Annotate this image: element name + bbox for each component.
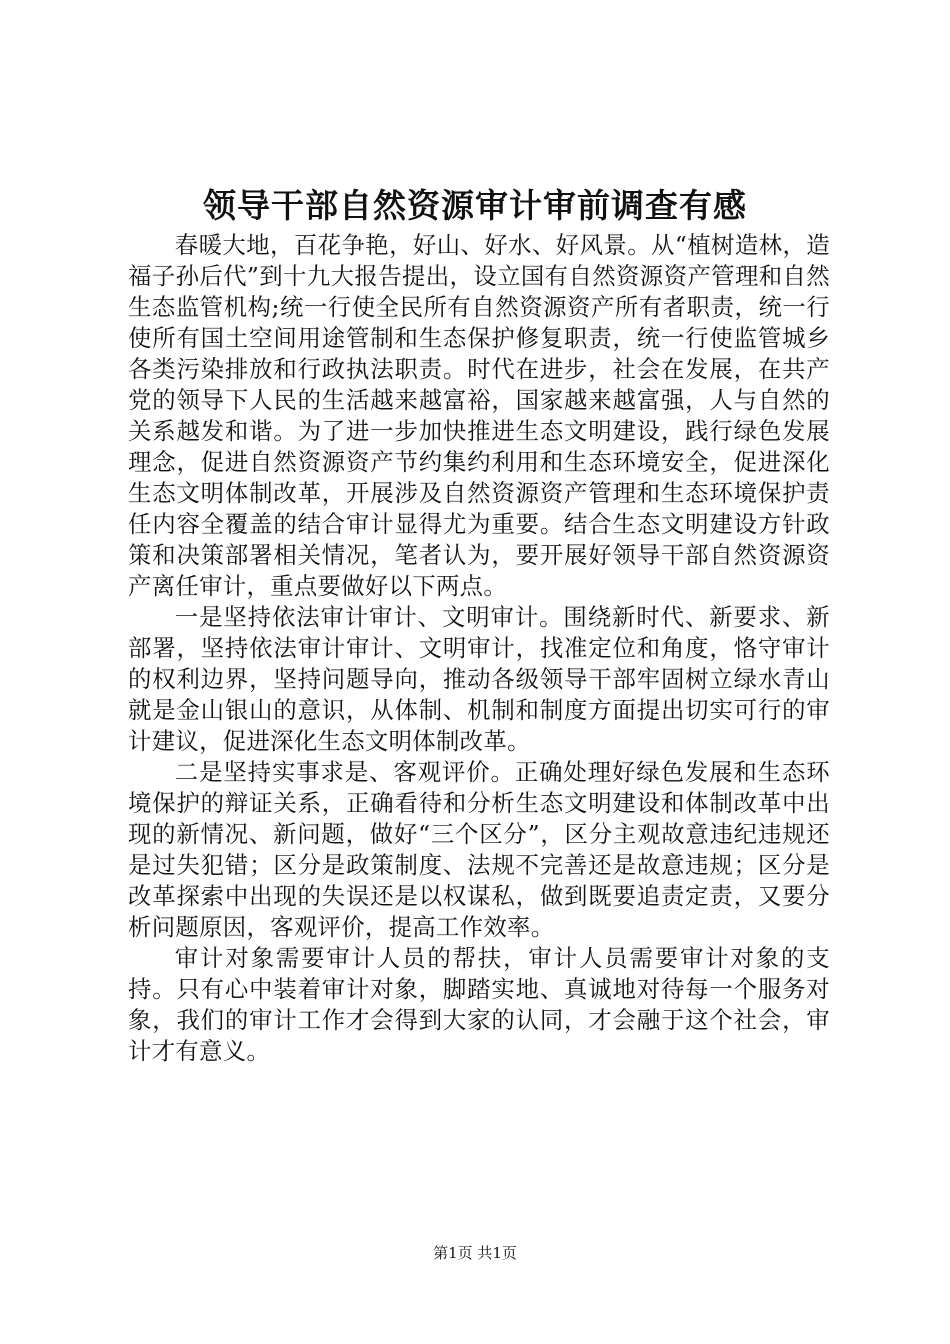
paragraph-point-two: 二是坚持实事求是、客观评价。正确处理好绿色发展和生态环境保护的辩证关系，正确看待和分析生态文明建设和体制改革中出现的新情况、新问题，做好“三个区分”，区分主观故意违纪违规还是过失犯错；区分是政策制度、法规不完善还是故意违规；区分是改革探索中出现的失误还是以权谋私，做到既要追责定责，又要分析问题原因，客观评价，提高工作效率。 — [128, 758, 830, 941]
paragraph-intro: 春暖大地，百花争艳，好山、好水、好风景。从“植树造林，造福子孙后代”到十九大报告提出，设立国有自然资源资产管理和自然生态监管机构;统一行使全民所有自然资源资产所有者职责，统一行使所有国土空间用途管制和生态保护修复职责，统一行使监管城乡各类污染排放和行政执法职责。时代在进步，社会在发展，在共产党的领导下人民的生活越来越富裕，国家越来越富强，人与自然的关系越发和谐。为了进一步加快推进生态文明建设，践行绿色发展理念，促进自然资源资产节约集约利用和生态环境安全，促进深化生态文明体制改革，开展涉及自然资源资产管理和生态环境保护责任内容全覆盖的结合审计显得尤为重要。结合生态文明建设方针政策和决策部署相关情况，笔者认为，要开展好领导干部自然资源资产离任审计，重点要做好以下两点。 — [128, 231, 830, 600]
document-title: 领导干部自然资源审计审前调查有感 — [203, 186, 747, 225]
paragraph-conclusion: 审计对象需要审计人员的帮扶，审计人员需要审计对象的支持。只有心中装着审计对象，脚踏实地、真诚地对待每一个服务对象，我们的审计工作才会得到大家的认同，才会融于这个社会，审计才有意义。 — [128, 944, 830, 1065]
paragraph-point-one: 一是坚持依法审计审计、文明审计。围绕新时代、新要求、新部署，坚持依法审计审计、文明审计，找准定位和角度，恪守审计的权利边界，坚持问题导向，推动各级领导干部牢固树立绿水青山就是金山银山的意识，从体制、机制和制度方面提出切实可行的审计建议，促进深化生态文明体制改革。 — [128, 603, 830, 755]
page-footer: 第1页 共1页 — [433, 1244, 517, 1262]
document-body — [128, 230, 830, 1067]
